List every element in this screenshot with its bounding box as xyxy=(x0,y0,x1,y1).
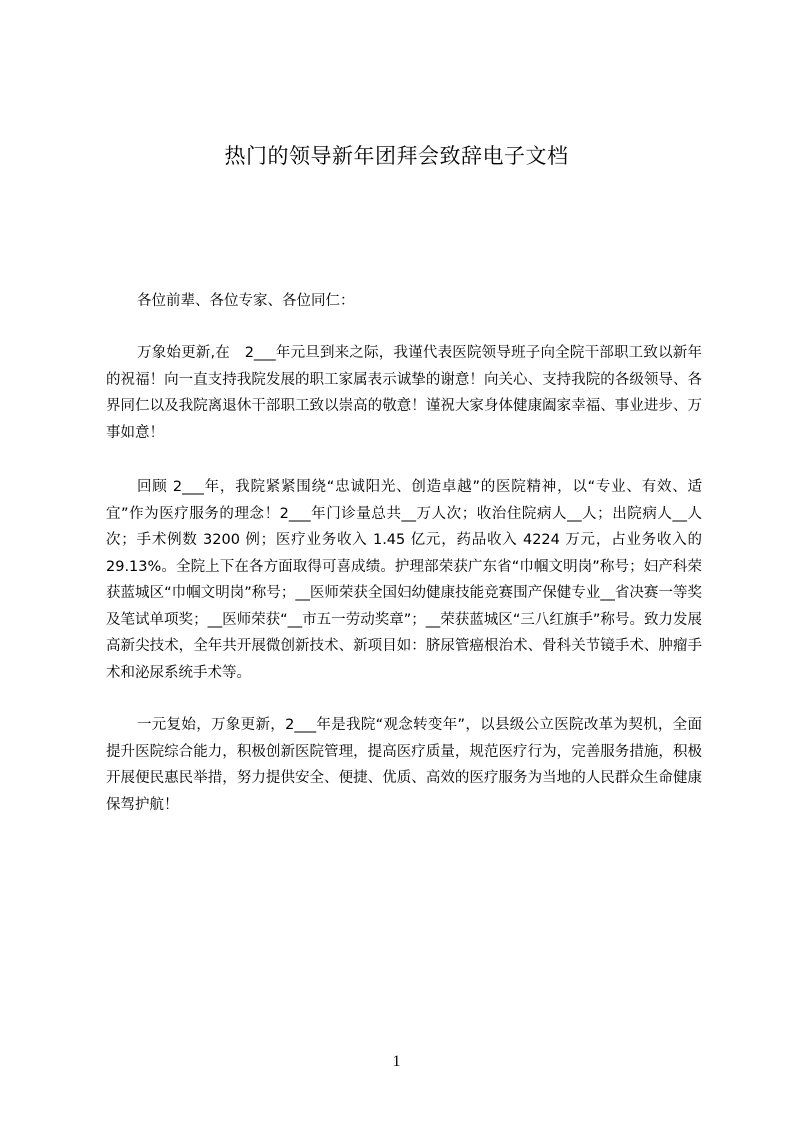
paragraph-outlook: 一元复始，万象更新，2___年是我院“观念转变年”，以县级公立医院改革为契机，全面提升医院综合能力，积极创新医院管理，提高医疗质量，规范医疗行为，完善服务措施，积极开展便民惠民举措，努力提供安全、便捷、优质、高效的医疗服务为当地的人民群众生命健康保驾护航！ xyxy=(106,717,702,813)
salutation: 各位前辈、各位专家、各位同仁： xyxy=(137,293,355,309)
paragraph-new-year-greeting: 万象始更新,在 2___年元旦到来之际，我谨代表医院领导班子向全院干部职工致以新年的祝福！向一直支持我院发展的职工家属表示诚挚的谢意！向关心、支持我院的各级领导、各界同仁以及我院离退休干部职工致以崇高的敬意！谨祝大家身体健康阖家幸福、事业进步、万事如意！ xyxy=(106,345,702,441)
paragraph-annual-review: 回顾 2___年，我院紧紧围绕“忠诚阳光、创造卓越”的医院精神，以“专业、有效、适宜”作为医疗服务的理念！2___年门诊量总共__万人次；收治住院病人__人；出院病人__人次；手术例数 3200 例；医疗业务收入 1.45 亿元，药品收入 4224 万元，占业务收入的 29.13%。全院上下在各方面取得可喜成绩。护理部荣获广东省“巾帼文明岗”称号；妇产科荣获蓝城区“巾帼文明岗”称号；__医师荣获全国妇幼健康技能竞赛围产保健专业__省决赛一等奖及笔试单项奖；__医师荣获“__市五一劳动奖章”；__荣获蓝城区“三八红旗手”称号。致力发展高新尖技术，全年共开展微创新技术、新项目如：脐尿管癌根治术、骨科关节镜手术、肿瘤手术和泌尿系统手术等。 xyxy=(106,479,702,681)
document-title: 热门的领导新年团拜会致辞电子文档 xyxy=(224,144,569,168)
page-number: 1 xyxy=(392,1053,401,1070)
